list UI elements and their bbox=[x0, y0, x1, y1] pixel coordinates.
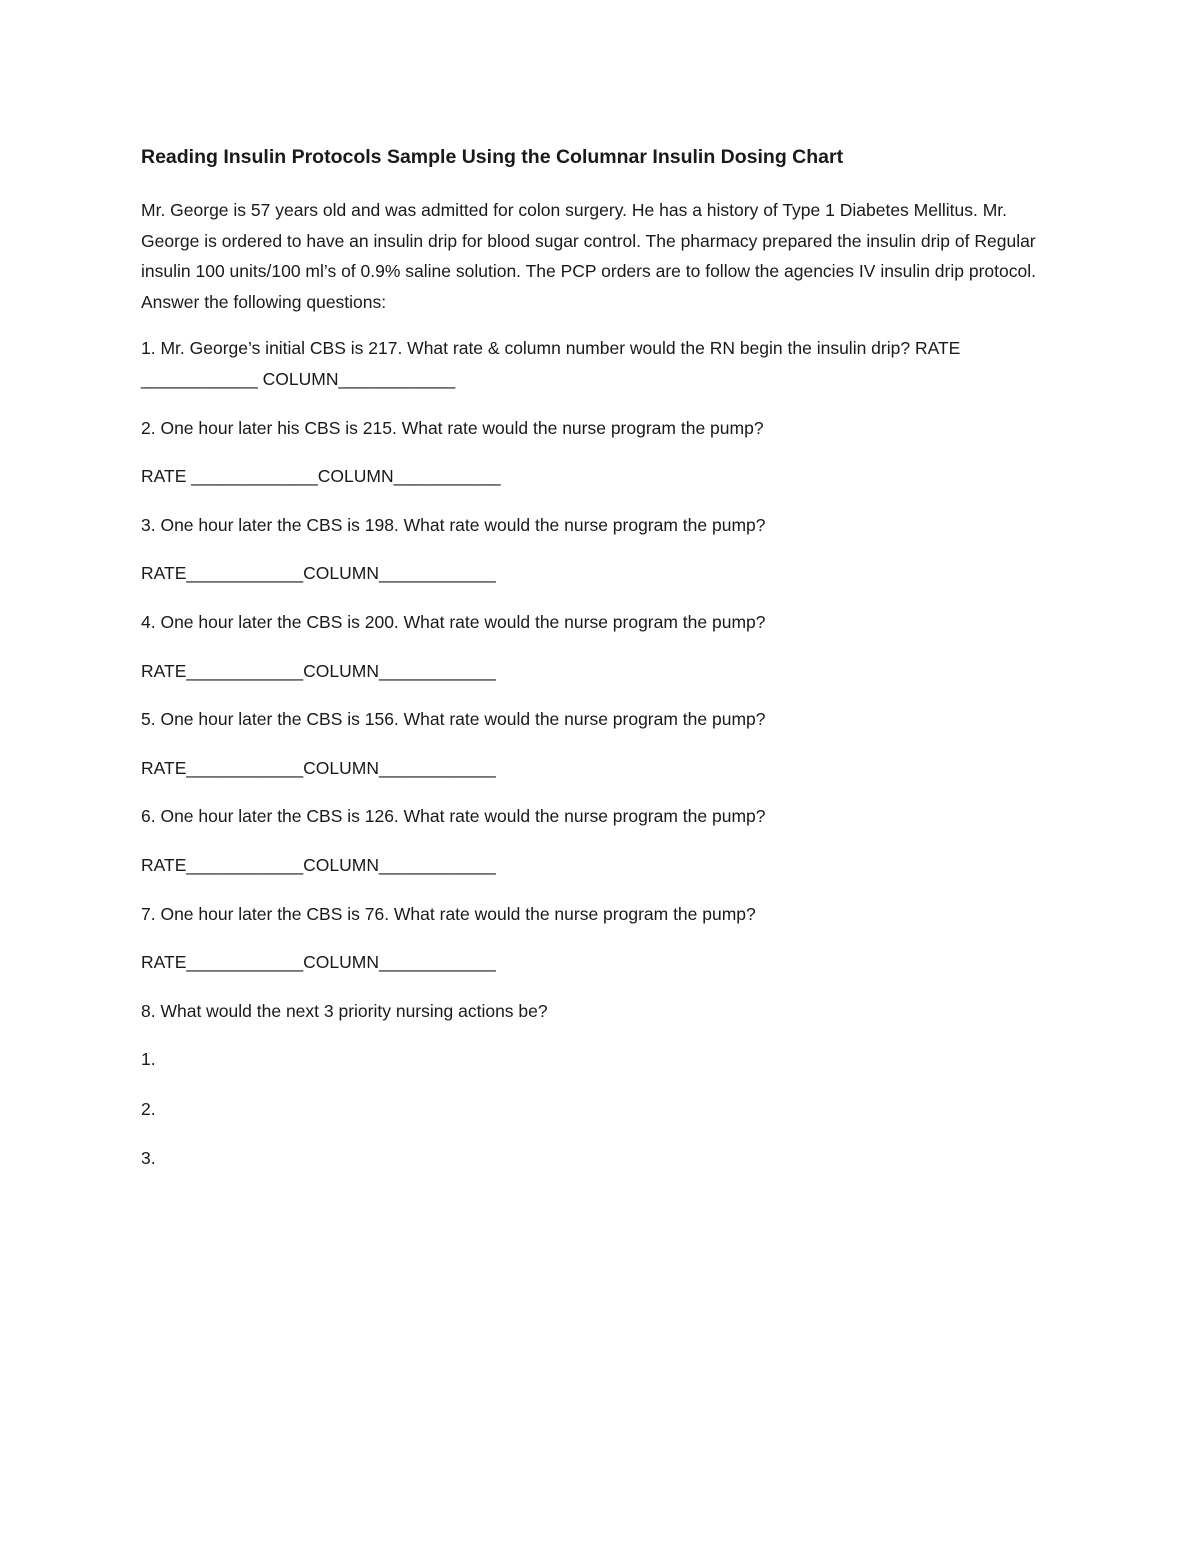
answer-blank-5: RATE____________COLUMN____________ bbox=[141, 757, 496, 778]
intro-paragraph: Mr. George is 57 years old and was admitted for colon surgery. He has a history of Type 1 Diabetes Mellitus. Mr. George is ordered to have an insulin drip for blood sugar control. The pharmacy prepared the insulin drip of Regular insulin 100 units/100 ml’s of 0.9% saline solution. The PCP orders are to follow the agencies IV insulin drip protocol. Answer the following questions: bbox=[141, 200, 1036, 312]
question-3: 3. One hour later the CBS is 198. What rate would the nurse program the pump? bbox=[141, 514, 766, 535]
page-title: Reading Insulin Protocols Sample Using the Columnar Insulin Dosing Chart bbox=[141, 146, 844, 168]
question-8: 8. What would the next 3 priority nursing actions be? bbox=[141, 1000, 548, 1021]
answer-blank-6: RATE____________COLUMN____________ bbox=[141, 854, 496, 875]
question-2: 2. One hour later his CBS is 215. What rate would the nurse program the pump? bbox=[141, 417, 764, 438]
document-body bbox=[141, 143, 1061, 1193]
answer-blank-7: RATE____________COLUMN____________ bbox=[141, 952, 496, 973]
answer-blank-4: RATE____________COLUMN____________ bbox=[141, 660, 496, 681]
question-5: 5. One hour later the CBS is 156. What rate would the nurse program the pump? bbox=[141, 709, 766, 730]
answer-blank-3: RATE____________COLUMN____________ bbox=[141, 563, 496, 584]
action-item-2: 2. bbox=[141, 1098, 156, 1119]
action-item-3: 3. bbox=[141, 1148, 156, 1169]
question-1: 1. Mr. George’s initial CBS is 217. What rate & column number would the RN begin the insulin drip? RATE ____________ COLUMN____________ bbox=[141, 338, 961, 389]
action-item-1: 1. bbox=[141, 1049, 156, 1070]
question-7: 7. One hour later the CBS is 76. What rate would the nurse program the pump? bbox=[141, 903, 756, 924]
question-4: 4. One hour later the CBS is 200. What rate would the nurse program the pump? bbox=[141, 611, 766, 632]
question-6: 6. One hour later the CBS is 126. What rate would the nurse program the pump? bbox=[141, 806, 766, 827]
answer-blank-2: RATE _____________COLUMN___________ bbox=[141, 466, 501, 487]
